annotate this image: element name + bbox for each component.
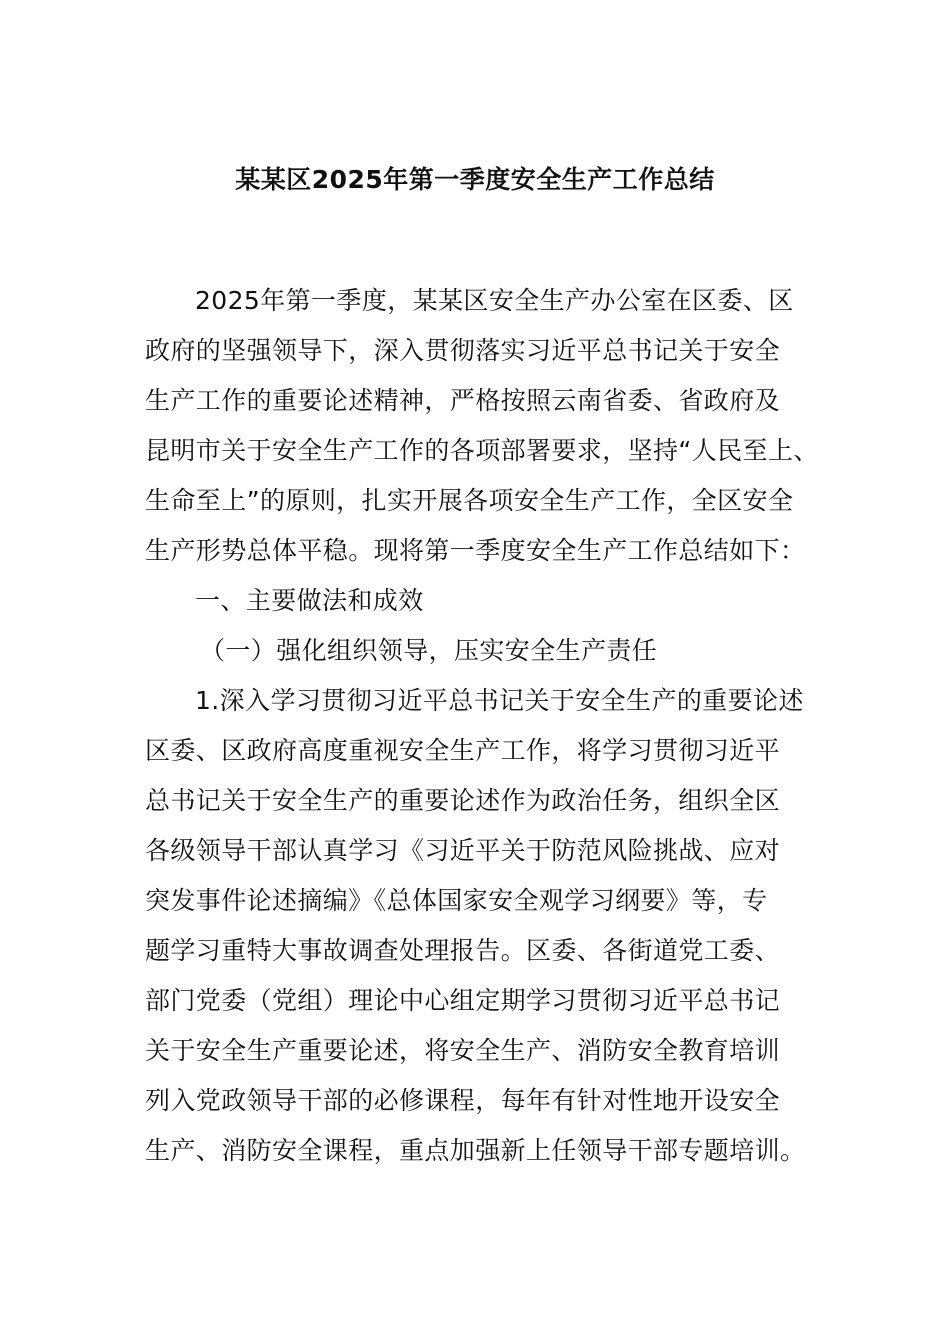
paragraph-line: 昆明市关于安全生产工作的各项部署要求，坚持“人民至上、 [145, 436, 819, 465]
paragraph-line: 生产工作的重要论述精神，严格按照云南省委、省政府及 [145, 386, 781, 415]
paragraph-line: 政府的坚强领导下，深入贯彻落实习近平总书记关于安全 [145, 336, 781, 365]
paragraph-line: 总书记关于安全生产的重要论述作为政治任务，组织全区 [145, 786, 781, 815]
paragraph-line: 部门党委（党组）理论中心组定期学习贯彻习近平总书记 [145, 986, 781, 1015]
paragraph-line: 生产、消防安全课程，重点加强新上任领导干部专题培训。 [145, 1136, 806, 1165]
document-title: 某某区2025年第一季度安全生产工作总结 [235, 165, 715, 194]
paragraph-line: 题学习重特大事故调查处理报告。区委、各街道党工委、 [145, 936, 781, 965]
paragraph-line: 区委、区政府高度重视安全生产工作，将学习贯彻习近平 [145, 736, 781, 765]
item-heading: 1.深入学习贯彻习近平总书记关于安全生产的重要论述 [195, 686, 804, 715]
subsection-heading: （一）强化组织领导，压实安全生产责任 [200, 636, 658, 665]
paragraph-line: 突发事件论述摘编》《总体国家安全观学习纲要》等，专 [145, 886, 768, 915]
paragraph-line: 生命至上”的原则，扎实开展各项安全生产工作，全区安全 [145, 486, 794, 515]
section-heading: 一、主要做法和成效 [195, 586, 424, 615]
paragraph-line: 关于安全生产重要论述，将安全生产、消防安全教育培训 [145, 1036, 781, 1065]
paragraph-line: 各级领导干部认真学习《习近平关于防范风险挑战、应对 [145, 836, 781, 865]
paragraph-line: 生产形势总体平稳。现将第一季度安全生产工作总结如下： [145, 536, 806, 565]
paragraph-line: 列入党政领导干部的必修课程，每年有针对性地开设安全 [145, 1086, 781, 1115]
paragraph-line: 2025年第一季度，某某区安全生产办公室在区委、区 [195, 286, 794, 315]
